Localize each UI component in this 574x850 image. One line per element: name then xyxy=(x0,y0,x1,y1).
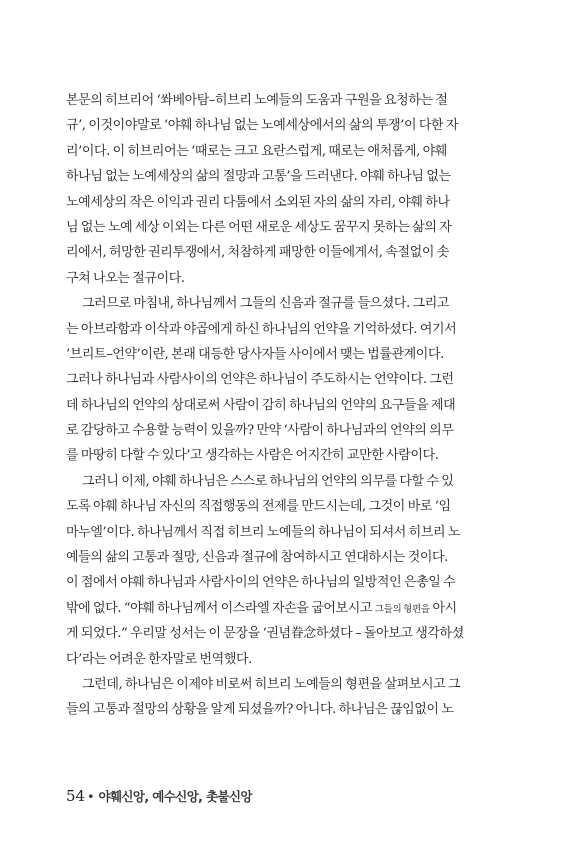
page-number: 54 xyxy=(66,787,86,805)
text-line: 예들의 삶의 고통과 절망, 신음과 절규에 참여하시고 연대하시는 것이다. xyxy=(66,550,448,566)
text-line: 데 하나님의 언약의 상대로써 사람이 감히 하나님의 언약의 요구들을 제대 xyxy=(66,397,456,413)
text-line: 규’, 이것이야말로 ‘야훼 하나님 없는 노예세상에서의 삶의 투쟁’이 다한 자 xyxy=(66,118,459,134)
text-line: 게 되었다.” 우리말 성서는 이 문장을 ‘권념眷念하셨다 – 돌아보고 생각하셨 xyxy=(66,626,464,642)
text-line: 그러나 하나님과 사람사이의 언약은 하나님이 주도하시는 언약이다. 그런 xyxy=(66,372,454,388)
text-line: 리에서, 허망한 권리투쟁에서, 처참하게 패망한 이들에게서, 속절없이 솟 xyxy=(66,245,449,261)
text-line: 로 감당하고 수용할 능력이 있을까? 만약 ‘사람이 하나님과의 언약의 의무 xyxy=(66,423,454,439)
text-line: ‘브리트–언약’이란, 본래 대등한 당사자들 사이에서 맺는 법률관계이다. xyxy=(66,346,444,362)
text-line: 하나님 없는 노예세상의 삶의 절망과 고통’을 드러낸다. 야훼 하나님 없는 xyxy=(66,169,451,185)
footer-separator: • xyxy=(87,789,95,804)
text-line xyxy=(66,596,508,621)
page-footer xyxy=(66,787,252,805)
small-text: 그들의 형편을 xyxy=(374,603,430,615)
text-segment: 아시 xyxy=(429,600,457,616)
text-line: 님 없는 노예 세상 이외는 다른 어떤 새로운 세상도 꿈꾸지 못하는 삶의 자 xyxy=(66,219,452,235)
text-line: 를 마땅히 다할 수 있다’고 생각하는 사람은 어지간히 교만한 사람이다. xyxy=(66,448,439,464)
text-segment: 밖에 없다. “야훼 하나님께서 이스라엘 자손을 굽어보시고 xyxy=(66,600,373,616)
text-line: 본문의 히브리어 ‘쏴베아탐–히브리 노예들의 도움과 구원을 요청하는 절 xyxy=(66,93,448,108)
text-line: 그러므로 마침내, 하나님께서 그들의 신음과 절규를 들으셨다. 그리고 xyxy=(82,296,450,312)
text-line: 구쳐 나오는 절규이다. xyxy=(66,270,185,286)
running-book-title: 야훼신앙, 예수신앙, 촛불신앙 xyxy=(98,789,252,804)
text-line: 는 아브라함과 이삭과 야곱에게 하신 하나님의 언약을 기억하셨다. 여기서 xyxy=(66,321,457,337)
text-line: 이 점에서 야훼 하나님과 사람사이의 언약은 하나님의 일방적인 은총일 수 xyxy=(66,575,456,591)
text-line: 마누엘’이다. 하나님께서 직접 히브리 노예들의 하나님이 되셔서 히브리 노 xyxy=(66,524,461,540)
text-line: 리’이다. 이 히브리어는 ‘때로는 크고 요란스럽게, 때로는 애처롭게, 야훼 xyxy=(66,143,447,159)
text-line: 들의 고통과 절망의 상황을 알게 되셨을까? 아니다. 하나님은 끊임없이 노 xyxy=(66,702,454,718)
text-line: 도록 야훼 하나님 자신의 직접행동의 전제를 만드시는데, 그것이 바로 ‘임 xyxy=(66,499,451,515)
text-line: 그러니 이제, 야훼 하나님은 스스로 하나님의 언약의 의무를 다할 수 있 xyxy=(82,473,454,489)
text-line: 그런데, 하나님은 이제야 비로써 히브리 노예들의 형편을 살펴보시고 그 xyxy=(82,676,461,692)
body-text xyxy=(66,88,508,723)
text-line: 노예세상의 작은 이익과 권리 다툼에서 소외된 자의 삶의 자리, 야훼 하나 xyxy=(66,194,450,210)
text-line: 다’라는 어려운 한자말로 번역했다. xyxy=(66,651,252,667)
